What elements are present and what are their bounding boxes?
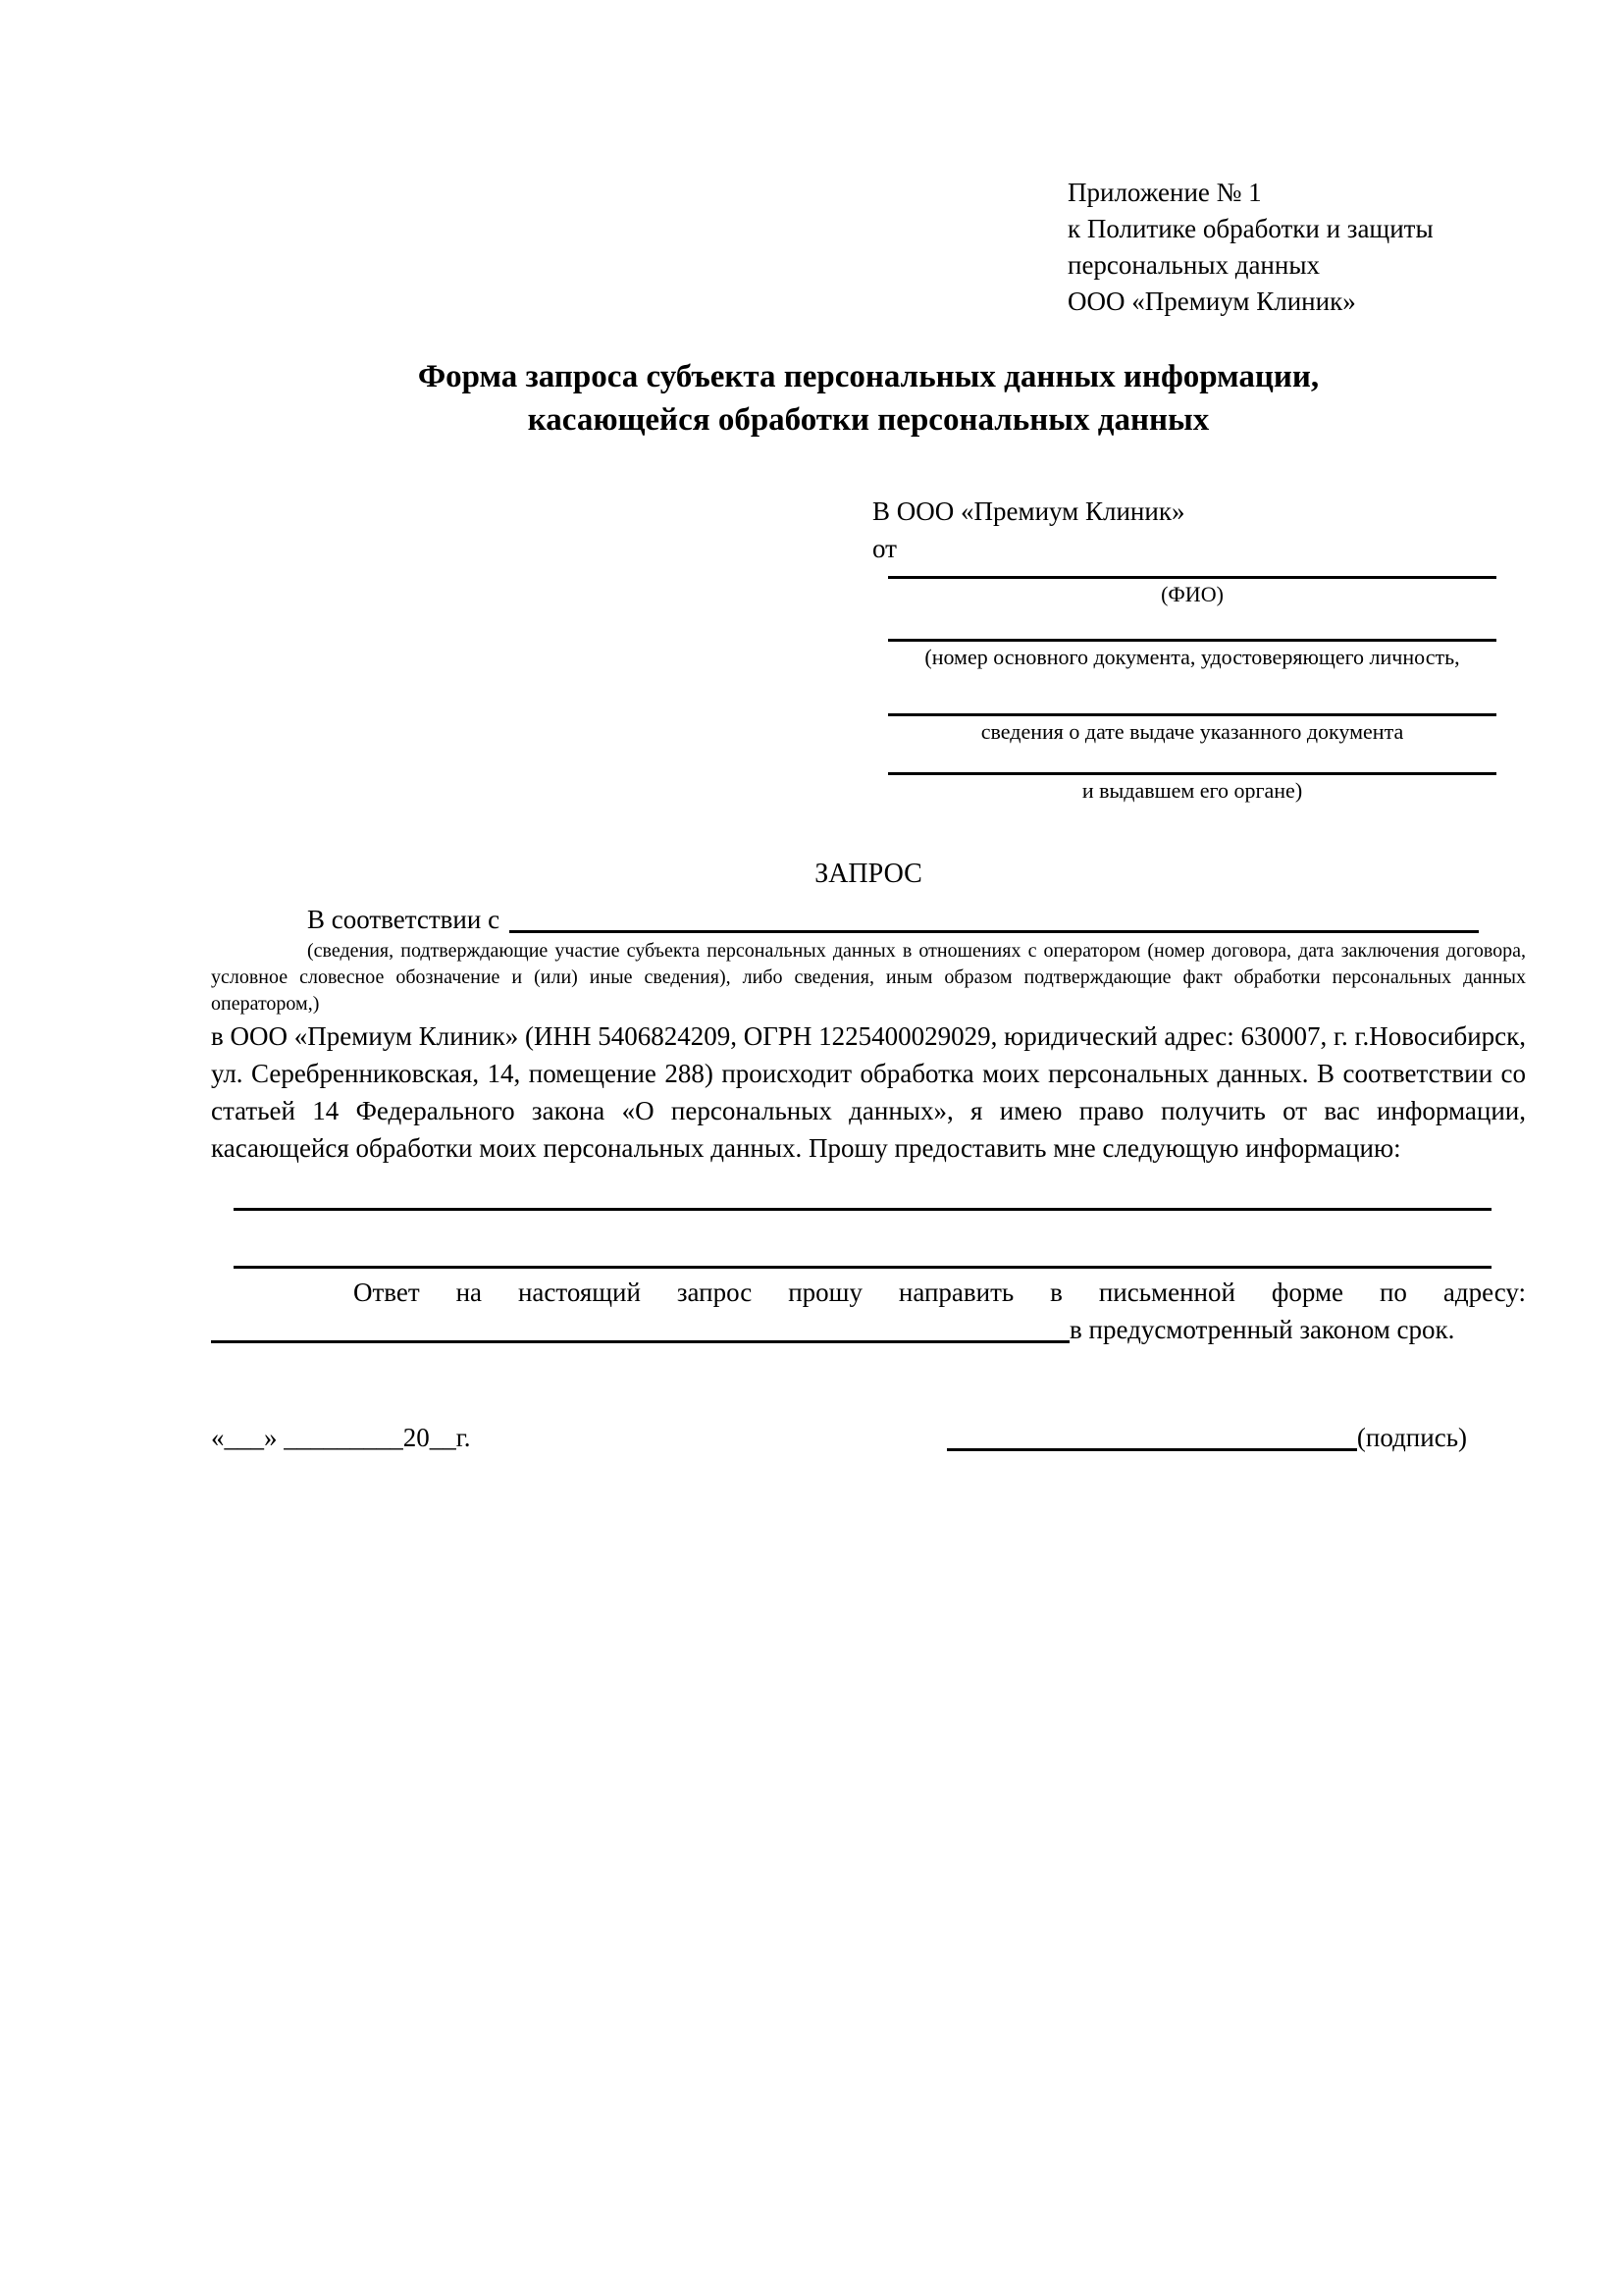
signature-caption: (подпись) — [1356, 1423, 1467, 1452]
request-body: в ООО «Премиум Клиник» (ИНН 5406824209, ОГРН 1225400029029, юридический адрес: 630007, г. г.Новосибирск, ул. Серебренниковская, 14, помещение 288) происходит обработка моих персональных данных. В соответствии со статьей 14 Федерального закона «О персональных данных», я имею право получить от вас информации, касающейся обработки моих персональных данных. Прошу предоставить мне следующую информацию: — [211, 1021, 1526, 1163]
document-title-line: касающейся обработки персональных данных — [527, 402, 1210, 438]
answer-address-row — [211, 1311, 1526, 1348]
issuing-authority-caption: и выдавшем его органе) — [1081, 778, 1303, 803]
issue-date-write-in-line[interactable] — [888, 713, 1496, 716]
answer-instruction: Ответ на настоящий запрос прошу направить в письменной форме по адресу: — [353, 1278, 1526, 1307]
request-heading: ЗАПРОС — [814, 859, 922, 889]
date-signature-row — [211, 1419, 1526, 1456]
appendix-header-line: к Политике обработки и защиты — [1068, 214, 1434, 243]
field-fio — [888, 576, 1496, 607]
document-title-line: Форма запроса субъекта персональных данных информации, — [417, 359, 1320, 394]
signature-group — [947, 1419, 1467, 1456]
applicant-fields — [888, 576, 1496, 804]
fio-write-in-line[interactable] — [888, 576, 1496, 579]
appendix-header-line: персональных данных — [1068, 250, 1320, 280]
signature-write-in-line[interactable] — [947, 1419, 1357, 1451]
accordance-row — [211, 901, 1526, 938]
date-write-in[interactable]: «___» _________20__г. — [211, 1423, 471, 1452]
address-write-in-line[interactable] — [211, 1311, 1070, 1343]
addressee-block — [872, 493, 1526, 567]
field-issuing-authority — [888, 772, 1496, 804]
document-number-write-in-line[interactable] — [888, 639, 1496, 642]
issue-date-caption: сведения о дате выдаче указанного документа — [980, 719, 1404, 744]
document-title — [211, 355, 1526, 442]
appendix-header-line: Приложение № 1 — [1068, 178, 1262, 207]
document-number-caption: (номер основного документа, удостоверяющего личность, — [924, 645, 1460, 669]
information-write-in-line-1[interactable] — [234, 1208, 1492, 1211]
field-issue-date — [888, 713, 1496, 745]
accordance-write-in-line[interactable] — [509, 901, 1479, 933]
addressee-to: В ООО «Премиум Клиник» — [872, 496, 1185, 526]
appendix-header — [1068, 175, 1526, 320]
issuing-authority-write-in-line[interactable] — [888, 772, 1496, 775]
field-document-number — [888, 639, 1496, 670]
fio-caption: (ФИО) — [1161, 582, 1224, 606]
information-write-in-line-2[interactable] — [234, 1266, 1492, 1269]
spacer — [471, 1419, 947, 1456]
answer-suffix: в предусмотренный законом срок. — [1070, 1315, 1455, 1344]
explanatory-note: (сведения, подтверждающие участие субъекта персональных данных в отношениях с оператором (номер договора, дата заключения договора, условное словесное обозначение и (или) иные сведения), либо сведения, иным образом подтверждающие факт обработки персональных данных оператором,) — [211, 940, 1526, 1015]
addressee-from: от — [872, 534, 897, 563]
accordance-prefix: В соответствии с — [307, 905, 500, 934]
appendix-header-line: ООО «Премиум Клиник» — [1068, 287, 1356, 316]
